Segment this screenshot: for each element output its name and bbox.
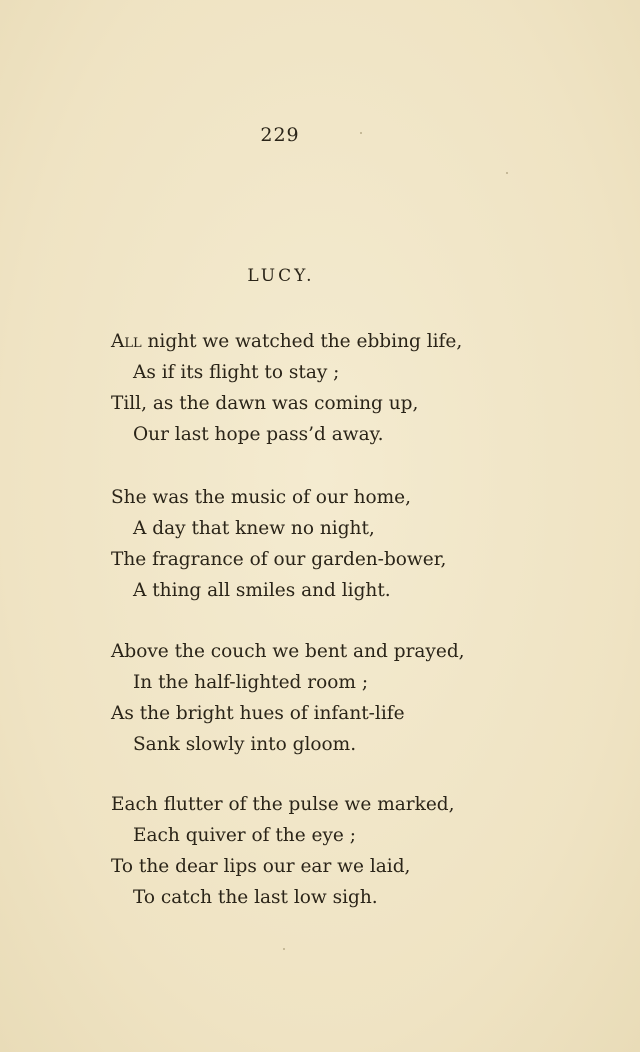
poem-line: As the bright hues of infant-life bbox=[111, 703, 405, 724]
poem-line: In the half-lighted room ; bbox=[133, 672, 369, 693]
poem-line: A thing all smiles and light. bbox=[133, 580, 391, 601]
poem-line: Each flutter of the pulse we marked, bbox=[111, 794, 455, 815]
poem-line: She was the music of our home, bbox=[111, 487, 412, 508]
poem-line: Above the couch we bent and prayed, bbox=[111, 641, 465, 662]
paper-speck bbox=[506, 172, 508, 174]
paper-speck bbox=[360, 132, 362, 134]
poem-line: Sank slowly into gloom. bbox=[133, 734, 357, 755]
poem-line: The fragrance of our garden-bower, bbox=[111, 549, 447, 570]
poem-line: Till, as the dawn was coming up, bbox=[111, 393, 419, 414]
poem-title: LUCY. bbox=[247, 266, 315, 286]
paper-speck bbox=[283, 948, 285, 950]
stanza-1 bbox=[111, 326, 531, 450]
poem-line bbox=[111, 326, 531, 357]
page-number: 229 bbox=[260, 124, 300, 146]
poem-line: As if its flight to stay ; bbox=[133, 362, 340, 383]
poem-line: Our last hope pass’d away. bbox=[133, 424, 384, 445]
stanza-3 bbox=[111, 636, 531, 760]
poem-line: Each quiver of the eye ; bbox=[133, 825, 356, 846]
stanza-4 bbox=[111, 789, 531, 913]
poem-line: To the dear lips our ear we laid, bbox=[111, 856, 411, 877]
line-lead-word: All bbox=[111, 331, 142, 352]
poem-line: To catch the last low sigh. bbox=[133, 887, 378, 908]
line-text: night we watched the ebbing life, bbox=[141, 331, 463, 352]
stanza-2 bbox=[111, 482, 531, 606]
poem-line: A day that knew no night, bbox=[133, 518, 375, 539]
